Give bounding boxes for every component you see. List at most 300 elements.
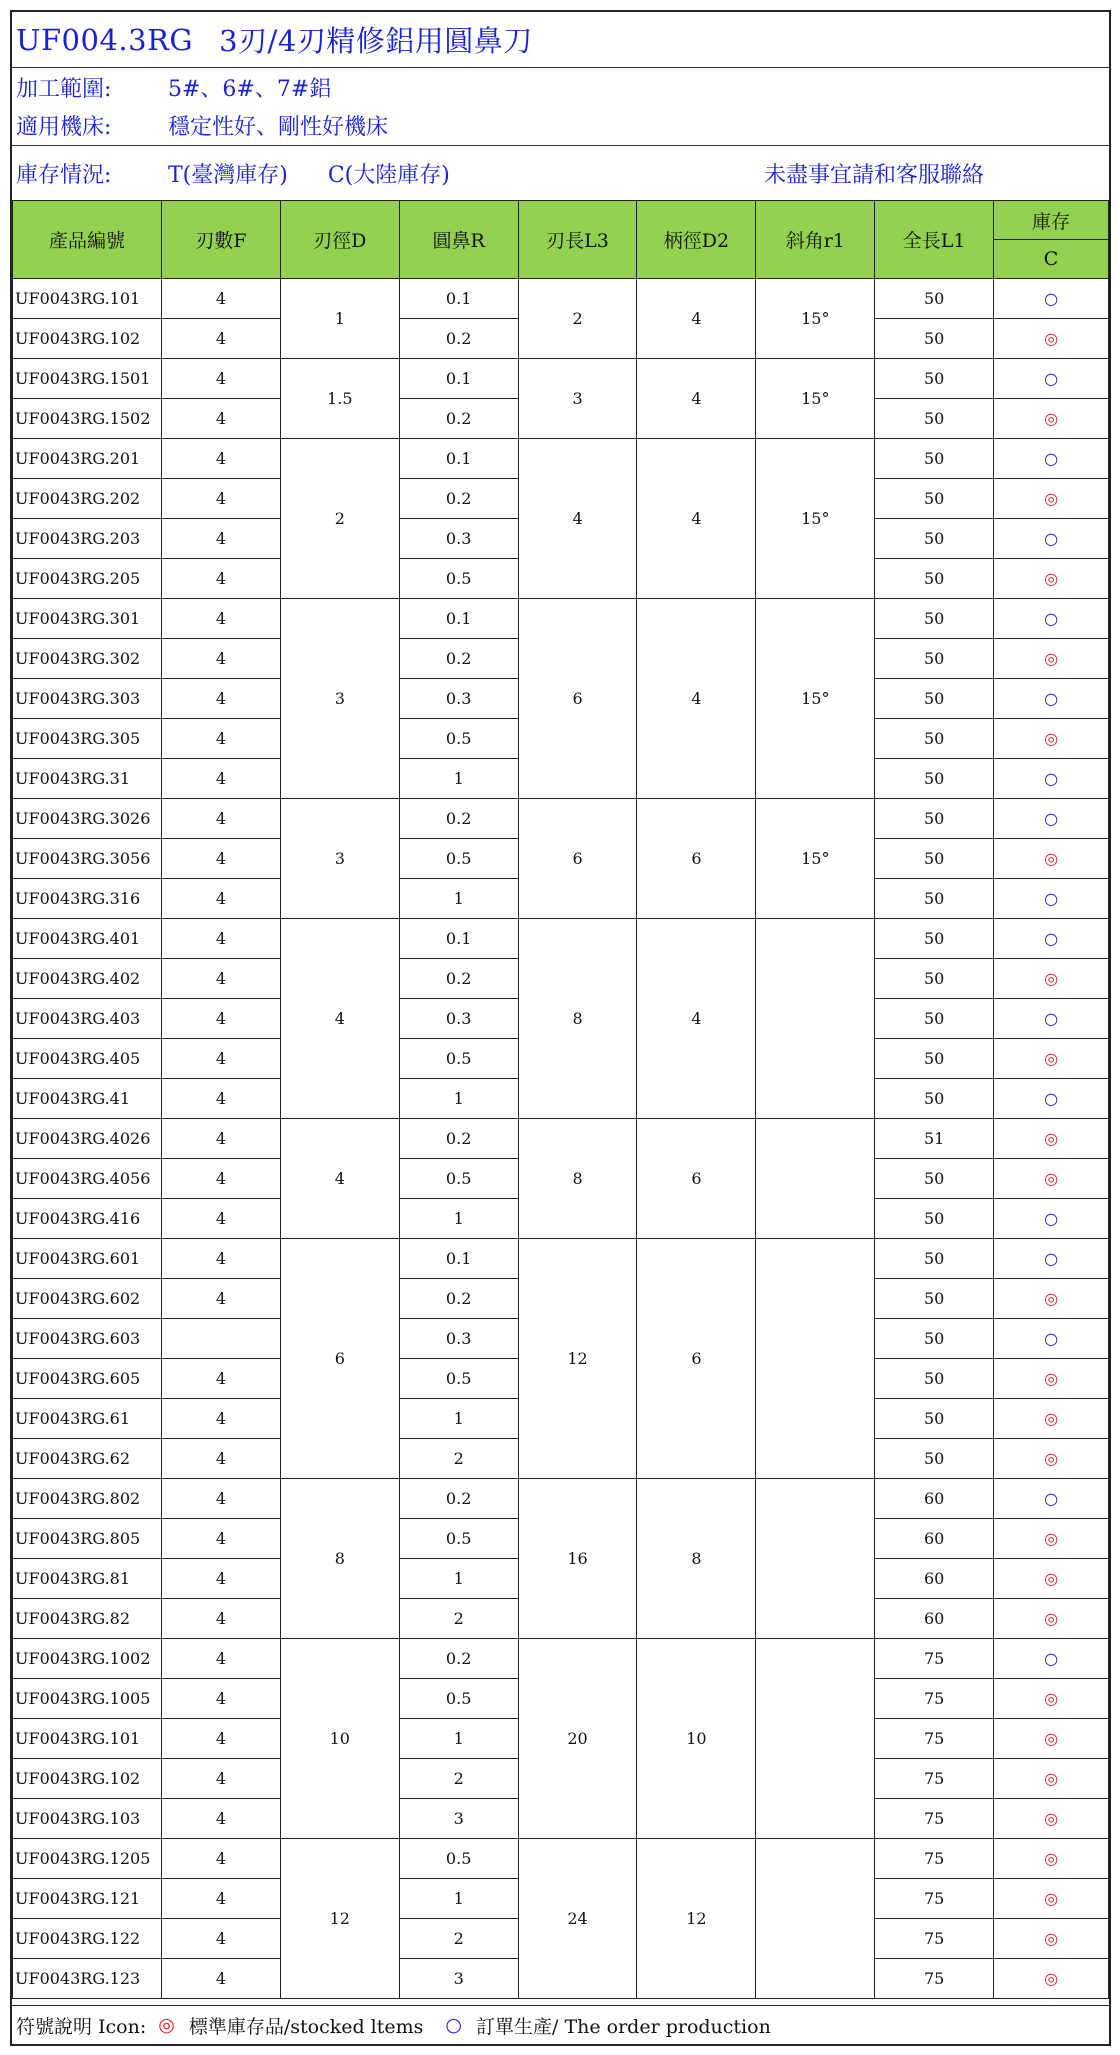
- length-cell: 60: [875, 1479, 994, 1519]
- radius-cell: 0.5: [399, 559, 518, 599]
- flutes-cell: 4: [161, 319, 280, 359]
- flutes-cell: 4: [161, 1719, 280, 1759]
- stocked-icon: ◎: [1044, 1769, 1059, 1788]
- stock-cell: [994, 559, 1109, 599]
- radius-cell: 0.5: [399, 1039, 518, 1079]
- order-icon: ○: [1044, 1649, 1059, 1668]
- product-id-cell: UF0043RG.201: [13, 439, 162, 479]
- stocked-icon: ◎: [1044, 1449, 1059, 1468]
- stock-cell: [994, 879, 1109, 919]
- stocked-icon: ◎: [1044, 1609, 1059, 1628]
- series-name: 3刃/4刃精修鋁用圓鼻刀: [219, 24, 533, 58]
- radius-cell: 2: [399, 1759, 518, 1799]
- shank-cell: 6: [637, 1239, 756, 1479]
- radius-cell: 1: [399, 1399, 518, 1439]
- flutes-cell: 4: [161, 719, 280, 759]
- diameter-cell: 1.5: [280, 359, 399, 439]
- flutes-cell: 4: [161, 1479, 280, 1519]
- flutes-cell: 4: [161, 879, 280, 919]
- length-cell: 50: [875, 679, 994, 719]
- table-row: [13, 359, 1109, 399]
- length-cell: 60: [875, 1559, 994, 1599]
- product-id-cell: UF0043RG.205: [13, 559, 162, 599]
- stock-cell: [994, 519, 1109, 559]
- angle-cell: [756, 1479, 875, 1639]
- length-cell: 50: [875, 599, 994, 639]
- flutes-cell: 4: [161, 959, 280, 999]
- flutes-cell: 4: [161, 1879, 280, 1919]
- order-icon: ○: [1044, 1009, 1059, 1028]
- diameter-cell: 6: [280, 1239, 399, 1479]
- shank-cell: 6: [637, 799, 756, 919]
- shank-cell: 6: [637, 1119, 756, 1239]
- stock-cell: [994, 1639, 1109, 1679]
- order-icon: ○: [1044, 1209, 1059, 1228]
- product-id-cell: UF0043RG.4026: [13, 1119, 162, 1159]
- product-id-cell: UF0043RG.81: [13, 1559, 162, 1599]
- shank-cell: 8: [637, 1479, 756, 1639]
- stock-cell: [994, 719, 1109, 759]
- col-stock: 庫存: [994, 201, 1109, 240]
- stocked-icon: ◎: [1044, 729, 1059, 748]
- flutes-cell: 4: [161, 1799, 280, 1839]
- table-row: [13, 1119, 1109, 1159]
- product-id-cell: UF0043RG.61: [13, 1399, 162, 1439]
- product-id-cell: UF0043RG.1005: [13, 1679, 162, 1719]
- flutes-cell: 4: [161, 919, 280, 959]
- stocked-icon: ◎: [1044, 1289, 1059, 1308]
- flutes-cell: 4: [161, 1839, 280, 1879]
- flutes-cell: 4: [161, 1039, 280, 1079]
- stock-cell: [994, 999, 1109, 1039]
- col-shank: 柄徑D2: [637, 201, 756, 279]
- legend-label: 符號說明 Icon:: [16, 2015, 147, 2038]
- stock-cell: [994, 1239, 1109, 1279]
- length-cell: 50: [875, 639, 994, 679]
- length-cell: 50: [875, 719, 994, 759]
- length-cell: 50: [875, 319, 994, 359]
- stocked-icon: ◎: [1044, 1969, 1059, 1988]
- stock-cell: [994, 1079, 1109, 1119]
- diameter-cell: 2: [280, 439, 399, 599]
- product-id-cell: UF0043RG.605: [13, 1359, 162, 1399]
- length-cell: 50: [875, 1039, 994, 1079]
- flutes-cell: 4: [161, 1159, 280, 1199]
- product-id-cell: UF0043RG.303: [13, 679, 162, 719]
- length-cell: 50: [875, 999, 994, 1039]
- product-id-cell: UF0043RG.601: [13, 1239, 162, 1279]
- stocked-icon: ◎: [1044, 1929, 1059, 1948]
- angle-cell: 15°: [756, 799, 875, 919]
- product-id-cell: UF0043RG.603: [13, 1319, 162, 1359]
- length-cell: 75: [875, 1919, 994, 1959]
- radius-cell: 0.2: [399, 959, 518, 999]
- angle-cell: 15°: [756, 279, 875, 359]
- stocked-icon: ◎: [1044, 1569, 1059, 1588]
- stocked-icon: ◎: [1044, 1169, 1059, 1188]
- length-cell: 75: [875, 1759, 994, 1799]
- sheet-title: [12, 12, 1109, 68]
- stock-cell: [994, 1559, 1109, 1599]
- stock-taiwan: T(臺灣庫存): [168, 162, 288, 188]
- length-cell: 50: [875, 519, 994, 559]
- radius-cell: 1: [399, 1199, 518, 1239]
- flutes-cell: [161, 1319, 280, 1359]
- stock-mainland: C(大陸庫存): [327, 162, 450, 188]
- product-id-cell: UF0043RG.31: [13, 759, 162, 799]
- stock-cell: [994, 1959, 1109, 1999]
- length-cell: 50: [875, 959, 994, 999]
- radius-cell: 0.1: [399, 279, 518, 319]
- stocked-icon: ◎: [1044, 1809, 1059, 1828]
- radius-cell: 0.2: [399, 799, 518, 839]
- stock-cell: [994, 1919, 1109, 1959]
- product-id-cell: UF0043RG.305: [13, 719, 162, 759]
- radius-cell: 1: [399, 759, 518, 799]
- order-icon: ○: [1044, 929, 1059, 948]
- flute-length-cell: 12: [518, 1239, 637, 1479]
- product-id-cell: UF0043RG.602: [13, 1279, 162, 1319]
- product-id-cell: UF0043RG.302: [13, 639, 162, 679]
- radius-cell: 0.3: [399, 679, 518, 719]
- stock-cell: [994, 639, 1109, 679]
- legend: [12, 2005, 1109, 2044]
- col-product-id: 產品編號: [13, 201, 162, 279]
- radius-cell: 0.2: [399, 479, 518, 519]
- order-icon: ○: [1044, 889, 1059, 908]
- length-cell: 75: [875, 1679, 994, 1719]
- stock-cell: [994, 1879, 1109, 1919]
- stock-cell: [994, 959, 1109, 999]
- stock-cell: [994, 399, 1109, 439]
- order-icon: ○: [1044, 1249, 1059, 1268]
- stock-cell: [994, 1839, 1109, 1879]
- product-id-cell: UF0043RG.123: [13, 1959, 162, 1999]
- stocked-icon: ◎: [1044, 329, 1059, 348]
- stock-cell: [994, 599, 1109, 639]
- stock-cell: [994, 1679, 1109, 1719]
- order-icon: ○: [1044, 609, 1059, 628]
- length-cell: 50: [875, 439, 994, 479]
- flutes-cell: 4: [161, 599, 280, 639]
- length-cell: 50: [875, 1319, 994, 1359]
- product-id-cell: UF0043RG.103: [13, 1799, 162, 1839]
- order-icon: ○: [1044, 1089, 1059, 1108]
- length-cell: 51: [875, 1119, 994, 1159]
- length-cell: 75: [875, 1839, 994, 1879]
- shank-cell: 4: [637, 359, 756, 439]
- flutes-cell: 4: [161, 799, 280, 839]
- length-cell: 50: [875, 1159, 994, 1199]
- shank-cell: 4: [637, 279, 756, 359]
- stock-cell: [994, 1759, 1109, 1799]
- flutes-cell: 4: [161, 1639, 280, 1679]
- flute-length-cell: 8: [518, 1119, 637, 1239]
- table-row: [13, 1239, 1109, 1279]
- flute-length-cell: 20: [518, 1639, 637, 1839]
- radius-cell: 0.3: [399, 519, 518, 559]
- flutes-cell: 4: [161, 759, 280, 799]
- product-id-cell: UF0043RG.82: [13, 1599, 162, 1639]
- product-id-cell: UF0043RG.62: [13, 1439, 162, 1479]
- stocked-icon: ◎: [1044, 1369, 1059, 1388]
- machine-label: 適用機床:: [16, 115, 112, 140]
- table-row: [13, 279, 1109, 319]
- stock-cell: [994, 1159, 1109, 1199]
- product-table: [12, 200, 1109, 1999]
- flute-length-cell: 8: [518, 919, 637, 1119]
- product-id-cell: UF0043RG.122: [13, 1919, 162, 1959]
- stock-cell: [994, 1279, 1109, 1319]
- stocked-icon: ◎: [1044, 1849, 1059, 1868]
- diameter-cell: 8: [280, 1479, 399, 1639]
- table-row: [13, 1639, 1109, 1679]
- flutes-cell: 4: [161, 1359, 280, 1399]
- flute-length-cell: 4: [518, 439, 637, 599]
- product-id-cell: UF0043RG.101: [13, 1719, 162, 1759]
- product-id-cell: UF0043RG.3026: [13, 799, 162, 839]
- order-icon: ○: [1044, 369, 1059, 388]
- shank-cell: 4: [637, 919, 756, 1119]
- angle-cell: [756, 1639, 875, 1839]
- product-id-cell: UF0043RG.3056: [13, 839, 162, 879]
- stock-cell: [994, 1319, 1109, 1359]
- stocked-icon: ◎: [1044, 409, 1059, 428]
- product-id-cell: UF0043RG.403: [13, 999, 162, 1039]
- product-id-cell: UF0043RG.805: [13, 1519, 162, 1559]
- length-cell: 50: [875, 1199, 994, 1239]
- col-length: 全長L1: [875, 201, 994, 279]
- diameter-cell: 4: [280, 1119, 399, 1239]
- diameter-cell: 12: [280, 1839, 399, 1999]
- radius-cell: 0.1: [399, 359, 518, 399]
- order-icon: ○: [1044, 809, 1059, 828]
- length-cell: 50: [875, 279, 994, 319]
- stock-label: 庫存情況:: [16, 162, 112, 188]
- stock-cell: [994, 1119, 1109, 1159]
- angle-cell: 15°: [756, 439, 875, 599]
- contact-note: 未盡事宜請和客服聯絡: [764, 162, 985, 188]
- angle-cell: 15°: [756, 599, 875, 799]
- radius-cell: 3: [399, 1959, 518, 1999]
- stock-cell: [994, 679, 1109, 719]
- col-flutes: 刃數F: [161, 201, 280, 279]
- stock-cell: [994, 1719, 1109, 1759]
- radius-cell: 0.5: [399, 839, 518, 879]
- shank-cell: 10: [637, 1639, 756, 1839]
- length-cell: 60: [875, 1599, 994, 1639]
- table-row: [13, 1839, 1109, 1879]
- flutes-cell: 4: [161, 679, 280, 719]
- order-icon: ○: [1044, 769, 1059, 788]
- flutes-cell: 4: [161, 1439, 280, 1479]
- flutes-cell: 4: [161, 1959, 280, 1999]
- flutes-cell: 4: [161, 639, 280, 679]
- diameter-cell: 10: [280, 1639, 399, 1839]
- radius-cell: 0.5: [399, 1159, 518, 1199]
- stocked-icon: ◎: [1044, 1129, 1059, 1148]
- product-id-cell: UF0043RG.102: [13, 319, 162, 359]
- flutes-cell: 4: [161, 1679, 280, 1719]
- table-row: [13, 599, 1109, 639]
- length-cell: 50: [875, 759, 994, 799]
- radius-cell: 3: [399, 1799, 518, 1839]
- flutes-cell: 4: [161, 1519, 280, 1559]
- order-icon: ○: [1044, 1489, 1059, 1508]
- product-id-cell: UF0043RG.402: [13, 959, 162, 999]
- angle-cell: [756, 1839, 875, 1999]
- stock-cell: [994, 759, 1109, 799]
- flute-length-cell: 16: [518, 1479, 637, 1639]
- product-id-cell: UF0043RG.316: [13, 879, 162, 919]
- radius-cell: 0.1: [399, 1239, 518, 1279]
- stock-status-row: [12, 146, 1109, 200]
- flutes-cell: 4: [161, 399, 280, 439]
- product-id-cell: UF0043RG.101: [13, 279, 162, 319]
- stocked-icon: ◎: [1044, 569, 1059, 588]
- product-id-cell: UF0043RG.1502: [13, 399, 162, 439]
- diameter-cell: 3: [280, 799, 399, 919]
- flutes-cell: 4: [161, 1919, 280, 1959]
- flutes-cell: 4: [161, 519, 280, 559]
- radius-cell: 2: [399, 1439, 518, 1479]
- angle-cell: 15°: [756, 359, 875, 439]
- order-icon: ○: [1044, 289, 1059, 308]
- product-id-cell: UF0043RG.1501: [13, 359, 162, 399]
- flute-length-cell: 2: [518, 279, 637, 359]
- product-id-cell: UF0043RG.301: [13, 599, 162, 639]
- flutes-cell: 4: [161, 1279, 280, 1319]
- flutes-cell: 4: [161, 359, 280, 399]
- flute-length-cell: 6: [518, 599, 637, 799]
- flutes-cell: 4: [161, 1559, 280, 1599]
- radius-cell: 2: [399, 1599, 518, 1639]
- legend-stocked-text: 標準庫存品/stocked ltems: [188, 2015, 424, 2038]
- col-diameter: 刃徑D: [280, 201, 399, 279]
- radius-cell: 0.5: [399, 1359, 518, 1399]
- col-radius: 圓鼻R: [399, 201, 518, 279]
- length-cell: 60: [875, 1519, 994, 1559]
- product-id-cell: UF0043RG.416: [13, 1199, 162, 1239]
- stock-cell: [994, 799, 1109, 839]
- stocked-icon: ◎: [1044, 1729, 1059, 1748]
- length-cell: 75: [875, 1959, 994, 1999]
- angle-cell: [756, 1239, 875, 1479]
- stock-cell: [994, 359, 1109, 399]
- radius-cell: 0.5: [399, 1839, 518, 1879]
- length-cell: 75: [875, 1879, 994, 1919]
- radius-cell: 0.5: [399, 1519, 518, 1559]
- flutes-cell: 4: [161, 1399, 280, 1439]
- length-cell: 75: [875, 1719, 994, 1759]
- length-cell: 50: [875, 1439, 994, 1479]
- radius-cell: 0.2: [399, 319, 518, 359]
- flute-length-cell: 24: [518, 1839, 637, 1999]
- product-id-cell: UF0043RG.121: [13, 1879, 162, 1919]
- scope-label: 加工範圍:: [16, 76, 112, 102]
- stocked-icon: ◎: [1044, 1409, 1059, 1428]
- stock-cell: [994, 1039, 1109, 1079]
- order-icon: ○: [1044, 1329, 1059, 1348]
- product-id-cell: UF0043RG.102: [13, 1759, 162, 1799]
- flutes-cell: 4: [161, 1759, 280, 1799]
- col-angle: 斜角r1: [756, 201, 875, 279]
- stock-cell: [994, 319, 1109, 359]
- radius-cell: 1: [399, 1719, 518, 1759]
- radius-cell: 0.3: [399, 999, 518, 1039]
- product-id-cell: UF0043RG.1205: [13, 1839, 162, 1879]
- radius-cell: 0.5: [399, 719, 518, 759]
- stock-cell: [994, 1199, 1109, 1239]
- product-id-cell: UF0043RG.41: [13, 1079, 162, 1119]
- machine-row: [12, 106, 1109, 146]
- radius-cell: 1: [399, 1559, 518, 1599]
- radius-cell: 0.2: [399, 1279, 518, 1319]
- flute-length-cell: 3: [518, 359, 637, 439]
- flutes-cell: 4: [161, 1199, 280, 1239]
- stock-cell: [994, 1359, 1109, 1399]
- stock-cell: [994, 1519, 1109, 1559]
- radius-cell: 0.2: [399, 1479, 518, 1519]
- length-cell: 50: [875, 1239, 994, 1279]
- diameter-cell: 1: [280, 279, 399, 359]
- product-rows: [13, 279, 1109, 1999]
- length-cell: 50: [875, 839, 994, 879]
- stock-cell: [994, 439, 1109, 479]
- length-cell: 50: [875, 1359, 994, 1399]
- product-id-cell: UF0043RG.203: [13, 519, 162, 559]
- radius-cell: 1: [399, 1879, 518, 1919]
- radius-cell: 0.3: [399, 1319, 518, 1359]
- radius-cell: 0.2: [399, 1119, 518, 1159]
- product-table-wrap: [12, 200, 1109, 1999]
- order-icon: ○: [445, 2014, 463, 2036]
- flutes-cell: 4: [161, 1119, 280, 1159]
- flutes-cell: 4: [161, 439, 280, 479]
- length-cell: 50: [875, 559, 994, 599]
- stock-cell: [994, 279, 1109, 319]
- flutes-cell: 4: [161, 559, 280, 599]
- stock-cell: [994, 1799, 1109, 1839]
- stocked-icon: ◎: [1044, 649, 1059, 668]
- stocked-icon: ◎: [1044, 849, 1059, 868]
- spec-sheet: [10, 10, 1111, 2046]
- diameter-cell: 4: [280, 919, 399, 1119]
- length-cell: 50: [875, 359, 994, 399]
- flutes-cell: 4: [161, 479, 280, 519]
- length-cell: 50: [875, 1279, 994, 1319]
- length-cell: 50: [875, 799, 994, 839]
- col-stock-c: C: [994, 240, 1109, 279]
- radius-cell: 0.1: [399, 599, 518, 639]
- scope-value: 5#、6#、7#鋁: [168, 76, 332, 102]
- flutes-cell: 4: [161, 279, 280, 319]
- order-icon: ○: [1044, 449, 1059, 468]
- angle-cell: [756, 1119, 875, 1239]
- machine-value: 穩定性好、剛性好機床: [168, 115, 389, 140]
- stock-cell: [994, 1599, 1109, 1639]
- diameter-cell: 3: [280, 599, 399, 799]
- radius-cell: 0.1: [399, 439, 518, 479]
- radius-cell: 1: [399, 1079, 518, 1119]
- col-flute-length: 刃長L3: [518, 201, 637, 279]
- length-cell: 50: [875, 399, 994, 439]
- shank-cell: 4: [637, 599, 756, 799]
- radius-cell: 0.5: [399, 1679, 518, 1719]
- flute-length-cell: 6: [518, 799, 637, 919]
- table-row: [13, 919, 1109, 959]
- product-id-cell: UF0043RG.4056: [13, 1159, 162, 1199]
